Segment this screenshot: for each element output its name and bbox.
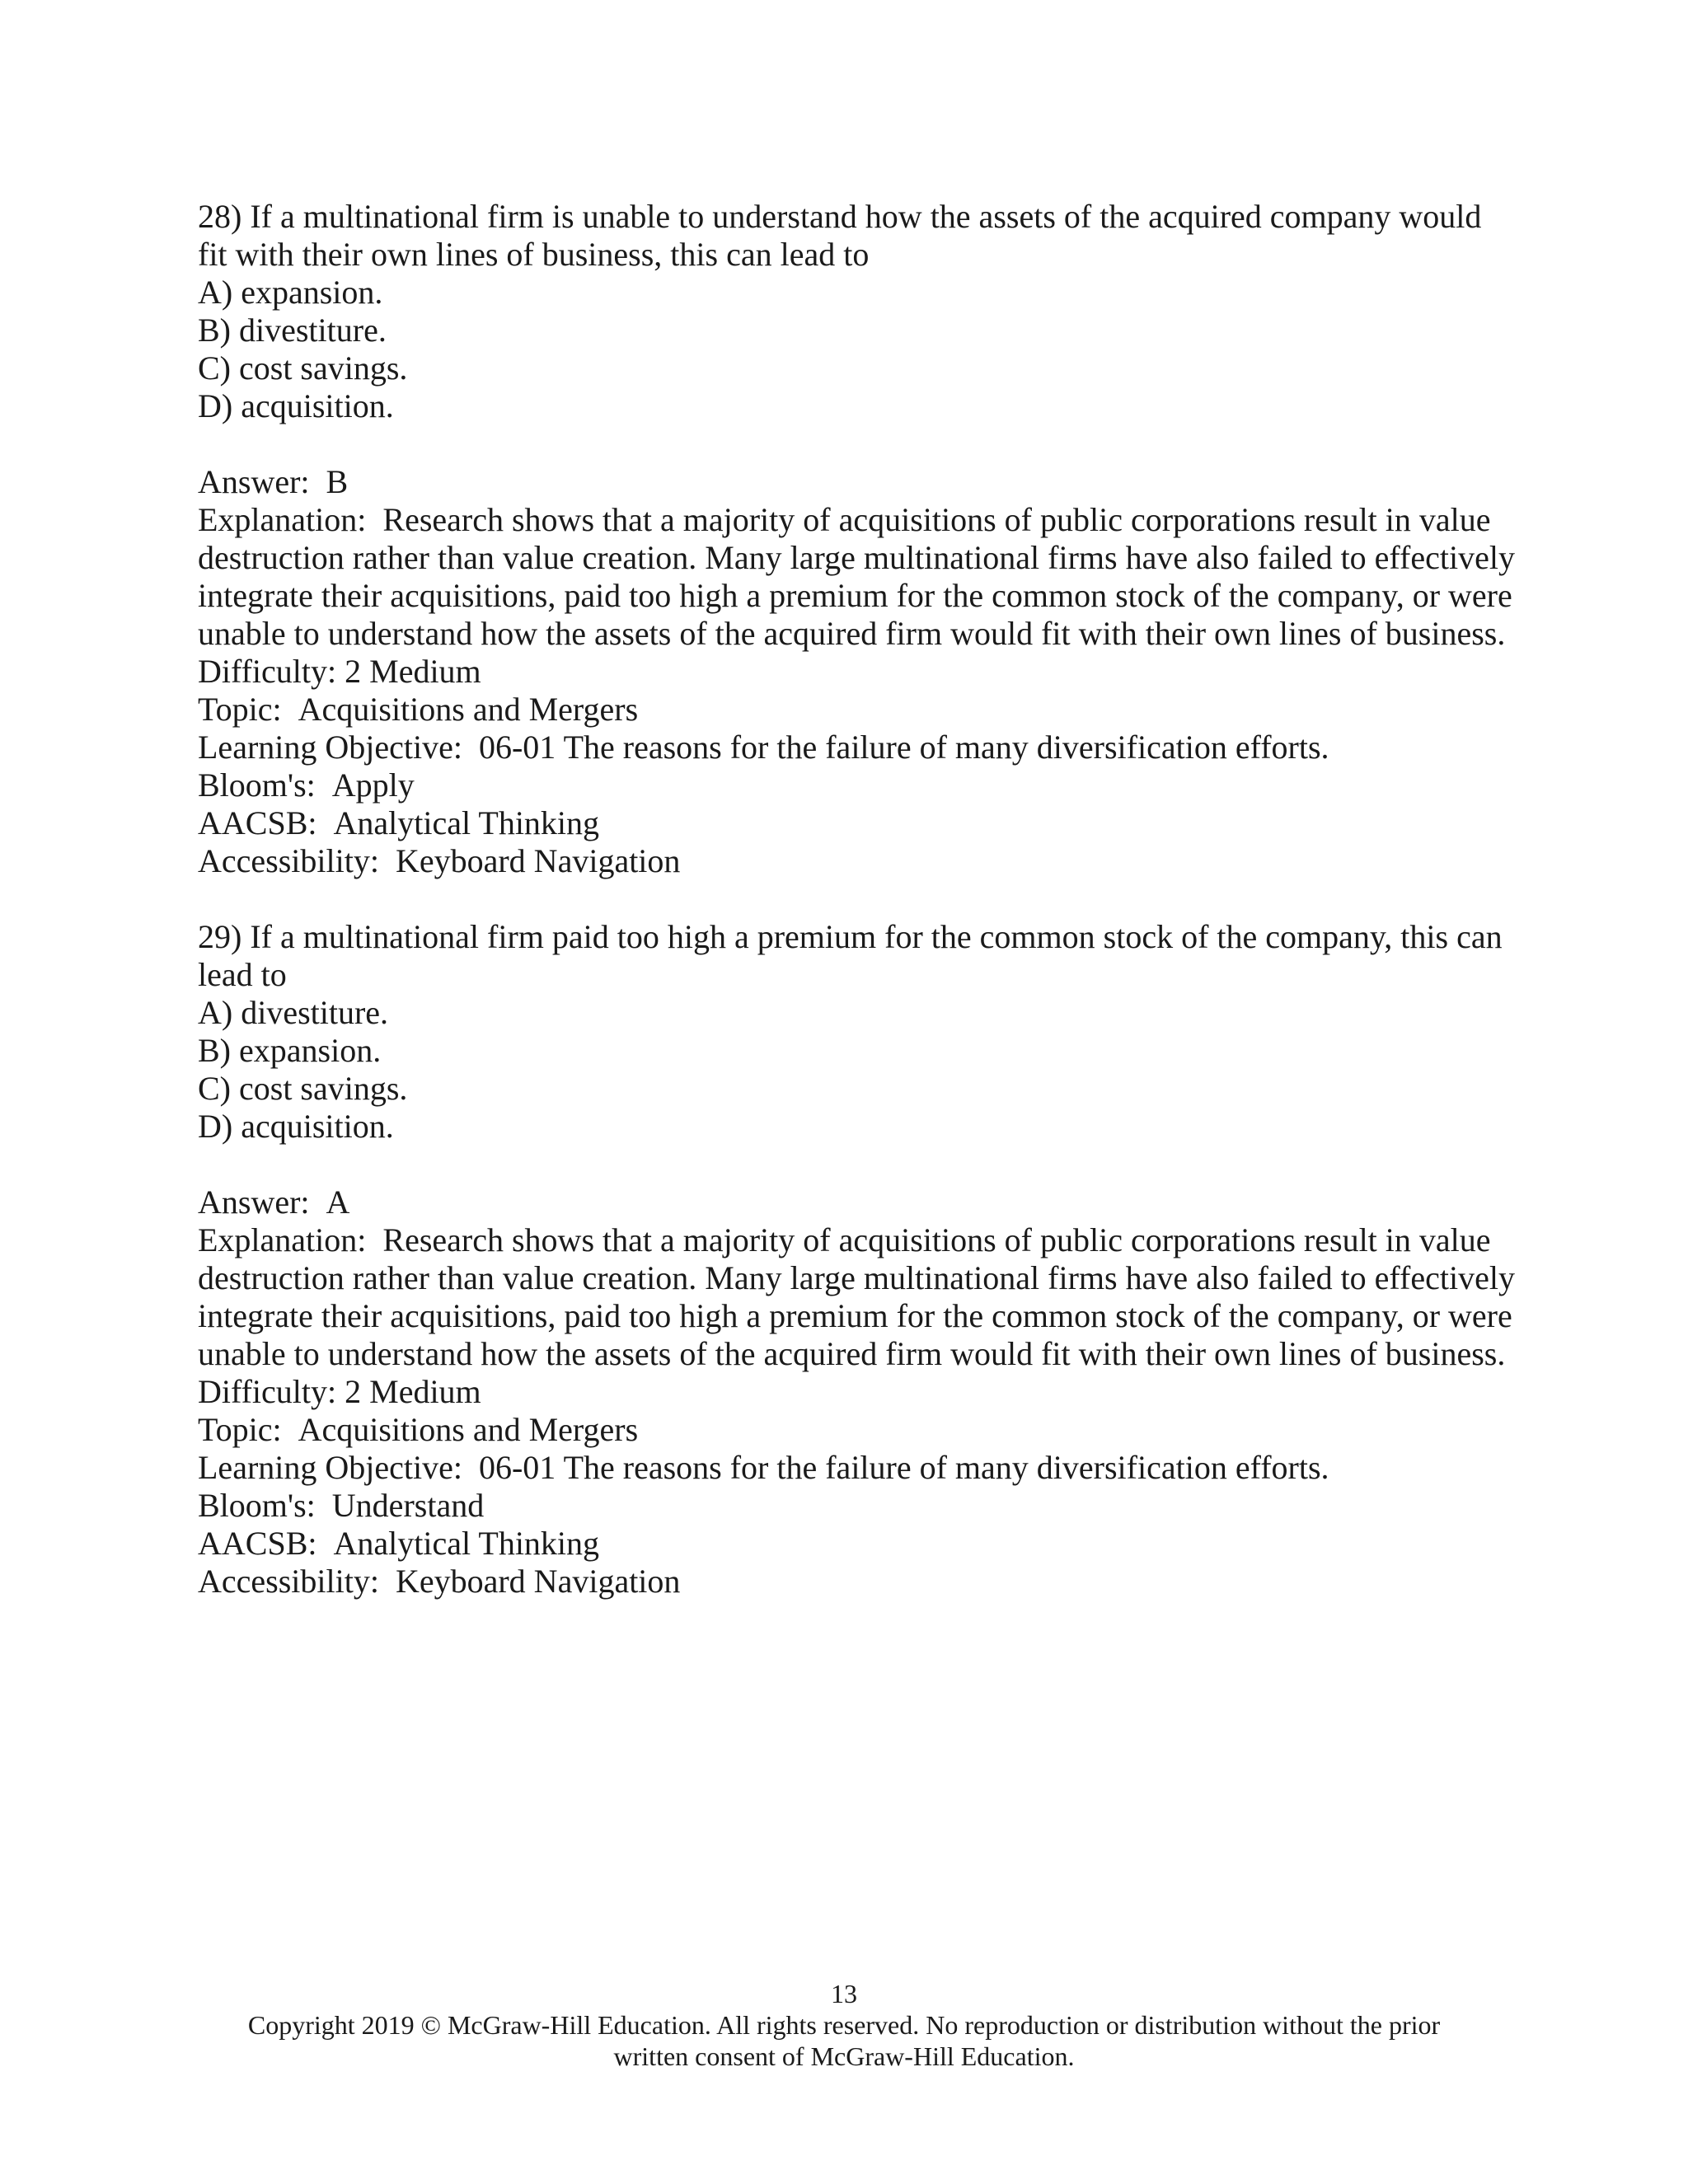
accessibility-value: Keyboard Navigation: [395, 1563, 681, 1600]
option-b: B) divestiture.: [198, 312, 387, 349]
topic-value: Acquisitions and Mergers: [298, 1411, 639, 1448]
page-number: 13: [831, 1979, 857, 2008]
objective-value: 06-01 The reasons for the failure of many diversification efforts.: [478, 1449, 1329, 1486]
copyright-line-1: Copyright 2019 © McGraw-Hill Education. All rights reserved. No reproduction or distribution without the prior: [247, 2010, 1441, 2040]
topic-line: [198, 1411, 1517, 1449]
explanation-text: Research shows that a majority of acquisitions of public corporations result in value destruction rather than value creation. Many large multinational firms have also failed to effectively integrate their acquisitions, paid too high a premium for the common stock of the company, or were unable to understand how the assets of the acquired firm would fit with their own lines of business.: [198, 1221, 1523, 1372]
blooms-line: [198, 766, 1517, 804]
spacer: [198, 1146, 1517, 1183]
answer-line: [198, 1183, 1517, 1221]
option-a: A) divestiture.: [198, 994, 389, 1031]
answer-label: Answer:: [198, 463, 310, 500]
explanation-label: Explanation:: [198, 501, 367, 538]
explanation-line: [198, 1221, 1523, 1373]
blooms-line: [198, 1487, 1517, 1525]
answer-value: B: [326, 463, 349, 500]
option-c: C) cost savings.: [198, 1070, 408, 1107]
option-c: C) cost savings.: [198, 349, 408, 387]
topic-label: Topic:: [198, 1411, 282, 1448]
explanation-label: Explanation:: [198, 1221, 367, 1258]
explanation-line: [198, 501, 1523, 653]
answer-options: [198, 274, 1517, 425]
topic-line: [198, 691, 1517, 729]
answer-label: Answer:: [198, 1183, 310, 1221]
question-stem: 29) If a multinational firm paid too high a premium for the common stock of the company, this can lead to: [198, 918, 1503, 993]
difficulty-line: Difficulty: 2 Medium: [198, 1373, 481, 1410]
answer-options: [198, 994, 1517, 1146]
answer-value: A: [326, 1183, 350, 1221]
accessibility-label: Accessibility:: [198, 842, 379, 879]
accessibility-value: Keyboard Navigation: [395, 842, 681, 879]
topic-label: Topic:: [198, 691, 282, 728]
question-29: [198, 918, 1523, 1601]
objective-line: [198, 729, 1517, 766]
option-a: A) expansion.: [198, 274, 383, 311]
question-stem: 28) If a multinational firm is unable to understand how the assets of the acquired company would fit with their own lines of business, this can lead to: [198, 198, 1482, 273]
copyright-notice: [0, 2009, 1688, 2072]
aacsb-label: AACSB:: [198, 1525, 317, 1562]
blooms-value: Understand: [331, 1487, 485, 1524]
copyright-line-2: written consent of McGraw-Hill Education.: [613, 2041, 1075, 2071]
spacer: [198, 880, 1517, 918]
answer-line: [198, 463, 1517, 501]
objective-value: 06-01 The reasons for the failure of many diversification efforts.: [478, 729, 1329, 766]
objective-label: Learning Objective:: [198, 729, 462, 766]
aacsb-value: Analytical Thinking: [333, 804, 600, 841]
page-content: [198, 198, 1523, 1601]
blooms-label: Bloom's:: [198, 1487, 316, 1524]
blooms-label: Bloom's:: [198, 766, 316, 804]
option-d: D) acquisition.: [198, 1108, 394, 1145]
difficulty-line: Difficulty: 2 Medium: [198, 653, 481, 690]
accessibility-label: Accessibility:: [198, 1563, 379, 1600]
aacsb-value: Analytical Thinking: [333, 1525, 600, 1562]
option-b: B) expansion.: [198, 1032, 382, 1069]
question-28: [198, 198, 1523, 880]
topic-value: Acquisitions and Mergers: [298, 691, 639, 728]
spacer: [198, 425, 1517, 463]
accessibility-line: [198, 1563, 1517, 1601]
blooms-value: Apply: [331, 766, 415, 804]
objective-line: [198, 1449, 1517, 1487]
option-d: D) acquisition.: [198, 387, 394, 424]
aacsb-label: AACSB:: [198, 804, 317, 841]
aacsb-line: [198, 804, 1517, 842]
explanation-text: Research shows that a majority of acquisitions of public corporations result in value destruction rather than value creation. Many large multinational firms have also failed to effectively integrate their acquisitions, paid too high a premium for the common stock of the company, or were unable to understand how the assets of the acquired firm would fit with their own lines of business.: [198, 501, 1523, 652]
accessibility-line: [198, 842, 1517, 880]
aacsb-line: [198, 1525, 1517, 1563]
objective-label: Learning Objective:: [198, 1449, 462, 1486]
